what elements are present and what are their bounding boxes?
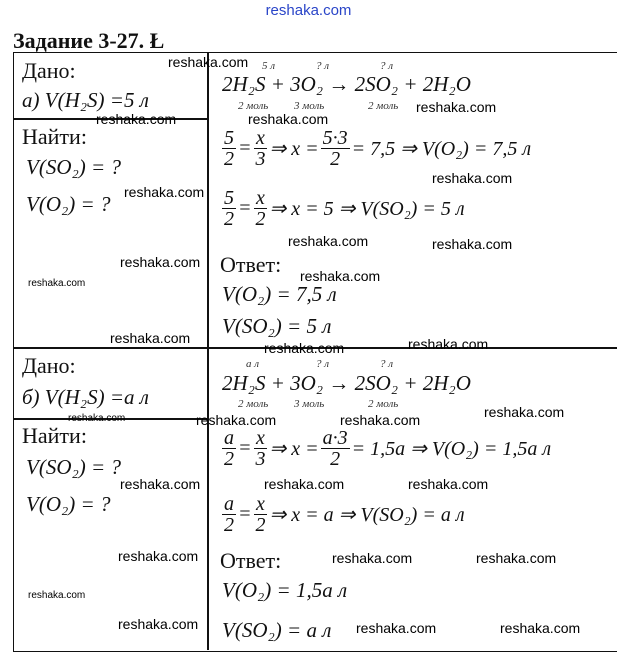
watermark: reshaka.com [432, 170, 513, 186]
watermark: reshaka.com [196, 412, 277, 428]
given-label-b: Дано: [22, 353, 76, 378]
annotation-above: ? л [380, 358, 394, 370]
answer-item: V(O₂) = 7,5 л [222, 282, 337, 306]
find-item: V(O₂) = ? [26, 192, 111, 216]
find-label-a: Найти: [22, 124, 87, 149]
watermark: reshaka.com [432, 236, 513, 252]
answer-label-b: Ответ: [220, 548, 282, 573]
watermark: reshaka.com [118, 548, 199, 564]
watermark: reshaka.com [484, 404, 565, 420]
annotation-above: ? л [316, 60, 330, 72]
annotation-below: 2 моль [368, 100, 399, 112]
answer-item: V(SO₂) = a л [222, 618, 332, 642]
watermark: reshaka.com [28, 590, 86, 601]
calc-so2-a: $\frac{5}{2}$ = $\frac{x}{2}$ ⇒ x = 5 ⇒ V(SO₂) = 5 л [224, 187, 465, 230]
annotation-below: 2 моль [238, 398, 269, 410]
watermark: reshaka.com [408, 476, 489, 492]
annotation-above: 5 л [262, 60, 276, 72]
watermark: reshaka.com [28, 278, 86, 289]
calc-so2-b: $\frac{a}{2}$ = $\frac{x}{2}$ ⇒ x = a ⇒ V(SO₂) = a л [224, 493, 465, 536]
watermark: reshaka.com [110, 330, 191, 346]
watermark: reshaka.com [340, 412, 421, 428]
watermark: reshaka.com [248, 111, 329, 127]
watermark: reshaka.com [416, 99, 497, 115]
watermark: reshaka.com [288, 233, 369, 249]
annotation-above: ? л [380, 60, 394, 72]
annotation-above: a л [246, 358, 260, 370]
watermark: reshaka.com [168, 54, 249, 70]
given-label-a: Дано: [22, 58, 76, 83]
find-item: V(SO₂) = ? [26, 155, 121, 179]
watermark: reshaka.com [120, 476, 201, 492]
site-watermark[interactable]: reshaka.com [265, 2, 352, 19]
annotation-below: 3 моль [294, 100, 325, 112]
reaction-equation-b: 2H₂S + 3O₂ → 2SO₂ + 2H₂O [222, 371, 471, 395]
watermark: reshaka.com [124, 184, 205, 200]
find-item: V(O₂) = ? [26, 492, 111, 516]
answer-item: V(O₂) = 1,5a л [222, 578, 348, 602]
watermark: reshaka.com [96, 111, 177, 127]
watermark: reshaka.com [408, 336, 489, 352]
answer-label-a: Ответ: [220, 252, 282, 277]
given-value-b: б) V(H₂S) =a л [22, 385, 149, 409]
watermark: reshaka.com [68, 413, 126, 424]
annotation-below: 2 моль [238, 100, 269, 112]
watermark: reshaka.com [332, 550, 413, 566]
column-divider [207, 52, 209, 650]
answer-item: V(SO₂) = 5 л [222, 314, 332, 338]
calc-o2-b: $\frac{a}{2}$ = $\frac{x}{3}$ ⇒ x = $\frac{a\cdot 3}{2}$ = 1,5a ⇒ V(O₂) = 1,5a л [224, 427, 552, 470]
find-label-b: Найти: [22, 423, 87, 448]
watermark: reshaka.com [120, 254, 201, 270]
annotation-below: 2 моль [368, 398, 399, 410]
watermark: reshaka.com [356, 620, 437, 636]
annotation-below: 3 моль [294, 398, 325, 410]
given-value-a: а) V(H₂S) =5 л [22, 88, 149, 112]
watermark: reshaka.com [264, 476, 345, 492]
watermark: reshaka.com [300, 268, 381, 284]
find-item: V(SO₂) = ? [26, 455, 121, 479]
watermark: reshaka.com [500, 620, 581, 636]
task-title: Задание 3-27. Ł [13, 28, 165, 53]
reaction-equation-a: 2H₂S + 3O₂ → 2SO₂ + 2H₂O [222, 72, 471, 96]
calc-o2-a: $\frac{5}{2}$ = $\frac{x}{3}$ ⇒ x = $\frac{5\cdot 3}{2}$ = 7,5 ⇒ V(O₂) = 7,5 л [224, 127, 532, 170]
watermark: reshaka.com [264, 340, 345, 356]
annotation-above: ? л [316, 358, 330, 370]
watermark: reshaka.com [118, 616, 199, 632]
watermark: reshaka.com [476, 550, 557, 566]
